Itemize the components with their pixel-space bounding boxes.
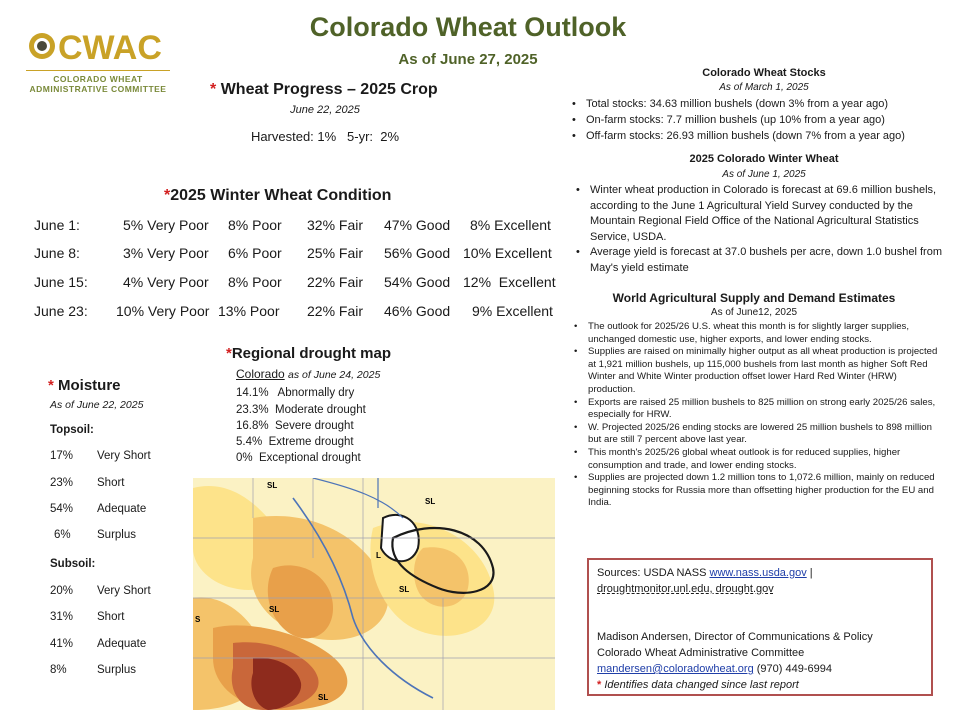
drought-links[interactable]: droughtmonitor.unl.edu, drought.gov xyxy=(597,583,774,595)
condition-row: June 1: 5% Very Poor 8% Poor 32% Fair 47% Good 8% Excellent xyxy=(34,217,551,233)
wasde-date: As of June12, 2025 xyxy=(710,307,798,318)
drought-map xyxy=(193,478,555,710)
drought-subheading: Colorado as of June 24, 2025 xyxy=(236,367,381,381)
subsoil-label-item: Surplus xyxy=(97,664,136,676)
condition-row: June 23: 10% Very Poor 13% Poor 22% Fair 46% Good 9% Excellent xyxy=(34,303,553,319)
subsoil-pct: 41% xyxy=(50,638,74,650)
contact-line: mandersen@coloradowheat.org (970) 449-6994 xyxy=(597,663,832,675)
list-item: • Winter wheat production in Colorado is forecast at 69.6 million bushels, according to the June 1 Agricultural Yield Survey conducted by the Mountain Regional Field Office of the National Agricultural Statistics Service, USDA. xyxy=(572,183,944,245)
condition-heading: *2025 Winter Wheat Condition xyxy=(164,187,392,204)
map-label: SL xyxy=(267,481,278,490)
drought-heading: *Regional drought map xyxy=(226,345,392,362)
list-item: • Supplies are raised on minimally higher output as all wheat production is projected at 1,921 million bushels, up 115,000 bushels from last month as higher Soft Red Winter and White Winter production offset lower Hard Red Winter (HRW) production. xyxy=(570,346,940,396)
list-item: • W. Projected 2025/26 ending stocks are lowered 25 million bushels to 898 million but are still 7 percent above last year. xyxy=(570,422,940,447)
topsoil-label-item: Adequate xyxy=(97,503,147,515)
list-item: • Total stocks: 34.63 million bushels (down 3% from a year ago) xyxy=(568,96,952,112)
map-label: L xyxy=(376,551,381,560)
list-item: • This month's 2025/26 global wheat outlook is for reduced supplies, higher consumption and trade, and lower ending stocks. xyxy=(570,447,940,472)
drought-line: 14.1% Abnormally dry xyxy=(236,387,355,399)
winter-date: As of June 1, 2025 xyxy=(722,169,806,180)
drought-line: 5.4% Extreme drought xyxy=(236,436,354,448)
drought-line: 23.3% Moderate drought xyxy=(236,404,366,416)
page-subtitle: As of June 27, 2025 xyxy=(398,51,538,68)
subsoil-label-item: Adequate xyxy=(97,638,147,650)
list-item: • The outlook for 2025/26 U.S. wheat this month is for slightly larger supplies, unchanged domestic use, higher exports, and lower ending stocks. xyxy=(570,321,940,346)
subsoil-pct: 20% xyxy=(50,585,74,597)
map-label: SL xyxy=(399,585,410,594)
contact-name: Madison Andersen, Director of Communications & Policy xyxy=(597,631,873,643)
logo-text: COLORADO WHEAT ADMINISTRATIVE COMMITTEE xyxy=(29,74,167,94)
map-label: SL xyxy=(269,605,280,614)
topsoil-pct: 54% xyxy=(50,503,74,515)
stocks-date: As of March 1, 2025 xyxy=(719,82,809,93)
moisture-heading: * Moisture xyxy=(48,377,121,394)
moisture-date: As of June 22, 2025 xyxy=(50,399,144,411)
progress-heading: * Wheat Progress – 2025 Crop xyxy=(210,81,438,98)
map-label: SL xyxy=(425,497,436,506)
topsoil-pct: 6% xyxy=(54,529,71,541)
legend-note: * Identifies data changed since last report xyxy=(597,679,799,691)
condition-row: June 8: 3% Very Poor 6% Poor 25% Fair 56% Good 10% Excellent xyxy=(34,245,552,261)
map-label: SL xyxy=(318,693,329,702)
sources-line-1: Sources: USDA NASS www.nass.usda.gov | xyxy=(597,567,813,579)
wasde-heading: World Agricultural Supply and Demand Estimates xyxy=(612,291,896,305)
condition-row: June 15: 4% Very Poor 8% Poor 22% Fair 54% Good 12% Excellent xyxy=(34,274,556,290)
list-item: • Off-farm stocks: 26.93 million bushels (down 7% from a year ago) xyxy=(568,128,952,144)
list-item: • On-farm stocks: 7.7 million bushels (up 10% from a year ago) xyxy=(568,112,952,128)
topsoil-label-item: Surplus xyxy=(97,529,136,541)
progress-date: June 22, 2025 xyxy=(290,104,360,116)
progress-summary: Harvested: 1% 5-yr: 2% xyxy=(250,129,400,144)
topsoil-label-item: Short xyxy=(97,477,125,489)
logo-mark: CWAC xyxy=(58,29,162,67)
topsoil-label: Topsoil: xyxy=(50,424,94,436)
list-item: • Exports are raised 25 million bushels to 825 million on strong early 2025/26 sales, especially for HRW. xyxy=(570,397,940,422)
winter-list xyxy=(572,183,944,277)
topsoil-label-item: Very Short xyxy=(97,450,151,462)
topsoil-pct: 23% xyxy=(50,477,74,489)
nass-link[interactable]: www.nass.usda.gov xyxy=(709,567,807,579)
sources-box xyxy=(587,558,933,696)
subsoil-pct: 8% xyxy=(50,664,67,676)
drought-line: 16.8% Severe drought xyxy=(236,420,354,432)
winter-heading: 2025 Colorado Winter Wheat xyxy=(689,153,839,165)
subsoil-pct: 31% xyxy=(50,611,74,623)
email-link[interactable]: mandersen@coloradowheat.org xyxy=(597,663,754,675)
stocks-heading: Colorado Wheat Stocks xyxy=(702,67,826,79)
list-item: • Average yield is forecast at 37.0 bushels per acre, down 1.0 bushel from May's yield estimate xyxy=(572,245,944,276)
contact-org: Colorado Wheat Administrative Committee xyxy=(597,647,805,659)
topsoil-pct: 17% xyxy=(50,450,74,462)
subsoil-label: Subsoil: xyxy=(50,558,96,570)
subsoil-label-item: Short xyxy=(97,611,125,623)
drought-line: 0% Exceptional drought xyxy=(236,452,361,464)
page-title: Colorado Wheat Outlook xyxy=(309,12,627,42)
wasde-list xyxy=(570,321,940,510)
list-item: • Supplies are projected down 1.2 million tons to 1,072.6 million, mainly on reduced beginning stocks for Russia more than offsetting higher production for the EU and India. xyxy=(570,472,940,510)
map-label: S xyxy=(195,615,201,624)
logo-divider xyxy=(26,70,170,71)
subsoil-label-item: Very Short xyxy=(97,585,151,597)
stocks-list xyxy=(568,96,952,144)
